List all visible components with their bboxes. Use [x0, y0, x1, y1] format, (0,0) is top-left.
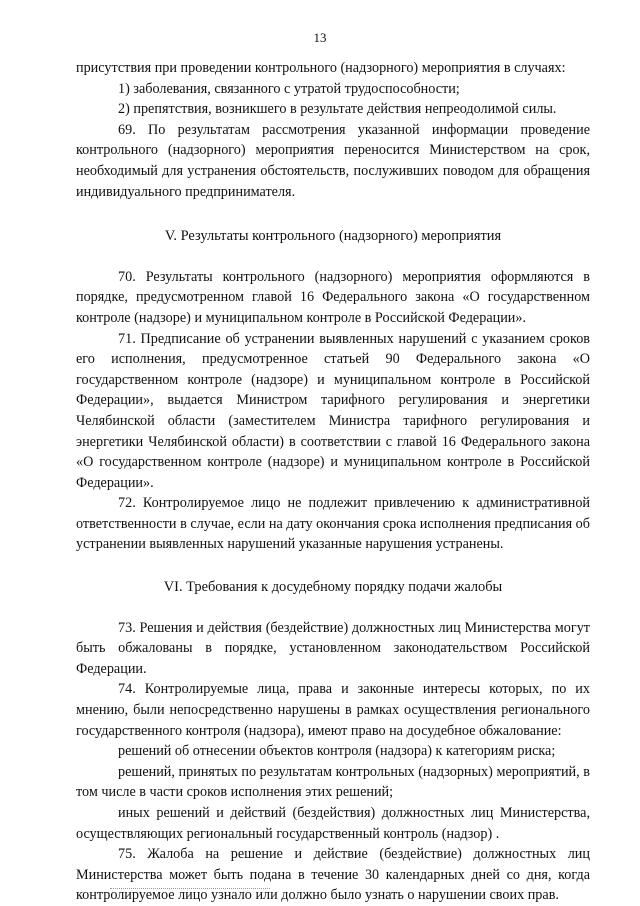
paragraph-continuation: присутствия при проведении контрольного (надзорного) мероприятия в случаях:	[76, 60, 566, 76]
list-item-2: 2) препятствия, возникшего в результате действия непреодолимой силы.	[118, 101, 557, 118]
scan-artifact	[110, 888, 270, 891]
paragraph-75: 75. Жалоба на решение и действие (бездействие) должностных лиц Министерства может быть подана в течение 30 календарных дней со дня, когда контролируемое лицо узнало или должно было узнать о нарушении своих прав.	[76, 846, 590, 904]
paragraph-74-item-b: решений, принятых по результатам контрольных (надзорных) мероприятий, в том числе в части сроков исполнения этих решений;	[76, 763, 590, 801]
paragraph-69: 69. По результатам рассмотрения указанной информации проведение контрольного (надзорного) мероприятия переносится Министерством на срок, необходимый для устранения обстоятельств, послуживших поводом для обращения индивидуального предпринимателя.	[76, 121, 590, 200]
paragraph-74: 74. Контролируемые лица, права и законные интересы которых, по их мнению, были непосредственно нарушены в рамках осуществления регионального государственного контроля (надзора), имеют право на досудебное обжалование:	[76, 681, 590, 739]
paragraph-72: 72. Контролируемое лицо не подлежит привлечению к административной ответственности в случае, если на дату окончания срока исполнения предписания об устранении выявленных нарушений указанные нарушения устранены.	[76, 495, 590, 553]
document-body	[76, 58, 590, 906]
paragraph-71: 71. Предписание об устранении выявленных нарушений с указанием сроков его исполнения, предусмотренное статьей 90 Федерального закона «О государственном контроле (надзоре) и муниципальном контроле в Российской Федерации», выдается Министром тарифного регулирования и энергетики Челябинской области (заместителем Министра тарифного регулирования и энергетики Челябинской области) в соответствии с главой 16 Федерального закона «О государственном контроле (надзоре) и муниципальном контроле в Российской Федерации».	[76, 330, 590, 491]
page-number: 13	[313, 30, 327, 45]
paragraph-73: 73. Решения и действия (бездействие) должностных лиц Министерства могут быть обжалованы в порядке, установленном законодательством Российской Федерации.	[76, 619, 590, 677]
paragraph-74-item-a: решений об отнесении объектов контроля (надзора) к категориям риска;	[118, 743, 556, 760]
section-heading-6: VI. Требования к досудебному порядку подачи жалобы	[163, 579, 503, 596]
section-heading-5: V. Результаты контрольного (надзорного) мероприятия	[164, 228, 502, 245]
paragraph-74-item-c: иных решений и действий (бездействия) должностных лиц Министерства, осуществляющих региональный государственный контроль (надзор) .	[76, 805, 590, 842]
paragraph-70: 70. Результаты контрольного (надзорного) мероприятия оформляются в порядке, предусмотренном главой 16 Федерального закона «О государственном контроле (надзоре) и муниципальном контроле в Российской Федерации».	[76, 268, 590, 326]
list-item-1: 1) заболевания, связанного с утратой трудоспособности;	[118, 80, 460, 97]
